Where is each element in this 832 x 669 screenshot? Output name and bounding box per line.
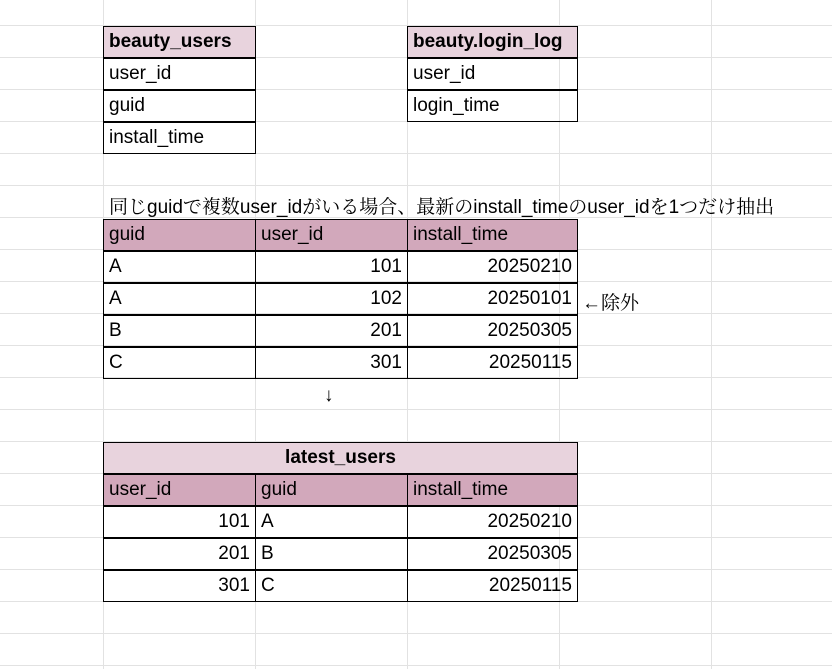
- dedup-rule-note[interactable]: 同じguidで複数user_idがいる場合、最新のinstall_timeのuser_idを1つだけ抽出: [109, 197, 775, 218]
- source-row-2-guid[interactable]: A: [103, 283, 256, 315]
- source-row-1-guid[interactable]: A: [103, 251, 256, 283]
- beauty-users-field-user-id[interactable]: user_id: [103, 58, 256, 90]
- beauty-users-field-install-time[interactable]: install_time: [103, 122, 256, 154]
- latest-row-3-guid[interactable]: C: [255, 570, 408, 602]
- source-row-2-user-id[interactable]: 102: [255, 283, 408, 315]
- login-log-title[interactable]: beauty.login_log: [407, 26, 578, 58]
- exclude-mark[interactable]: ←除外: [582, 293, 640, 314]
- login-log-field-user-id[interactable]: user_id: [407, 58, 578, 90]
- latest-row-2-install-time[interactable]: 20250305: [407, 538, 578, 570]
- source-row-1-install-time[interactable]: 20250210: [407, 251, 578, 283]
- down-arrow-icon: ↓: [324, 385, 334, 406]
- source-row-2-install-time[interactable]: 20250101: [407, 283, 578, 315]
- latest-row-3-install-time[interactable]: 20250115: [407, 570, 578, 602]
- source-header-user-id[interactable]: user_id: [255, 219, 408, 251]
- latest-header-install-time[interactable]: install_time: [407, 474, 578, 506]
- latest-header-user-id[interactable]: user_id: [103, 474, 256, 506]
- beauty-users-field-guid[interactable]: guid: [103, 90, 256, 122]
- latest-row-1-guid[interactable]: A: [255, 506, 408, 538]
- source-header-guid[interactable]: guid: [103, 219, 256, 251]
- source-row-3-install-time[interactable]: 20250305: [407, 315, 578, 347]
- source-row-4-user-id[interactable]: 301: [255, 347, 408, 379]
- latest-header-guid[interactable]: guid: [255, 474, 408, 506]
- source-row-1-user-id[interactable]: 101: [255, 251, 408, 283]
- login-log-field-login-time[interactable]: login_time: [407, 90, 578, 122]
- source-row-4-install-time[interactable]: 20250115: [407, 347, 578, 379]
- latest-row-2-guid[interactable]: B: [255, 538, 408, 570]
- source-row-4-guid[interactable]: C: [103, 347, 256, 379]
- latest-row-1-user-id[interactable]: 101: [103, 506, 256, 538]
- latest-row-3-user-id[interactable]: 301: [103, 570, 256, 602]
- latest-row-1-install-time[interactable]: 20250210: [407, 506, 578, 538]
- latest-row-2-user-id[interactable]: 201: [103, 538, 256, 570]
- beauty-users-title[interactable]: beauty_users: [103, 26, 256, 58]
- source-row-3-user-id[interactable]: 201: [255, 315, 408, 347]
- source-header-install-time[interactable]: install_time: [407, 219, 578, 251]
- source-row-3-guid[interactable]: B: [103, 315, 256, 347]
- latest-users-title[interactable]: latest_users: [103, 442, 578, 474]
